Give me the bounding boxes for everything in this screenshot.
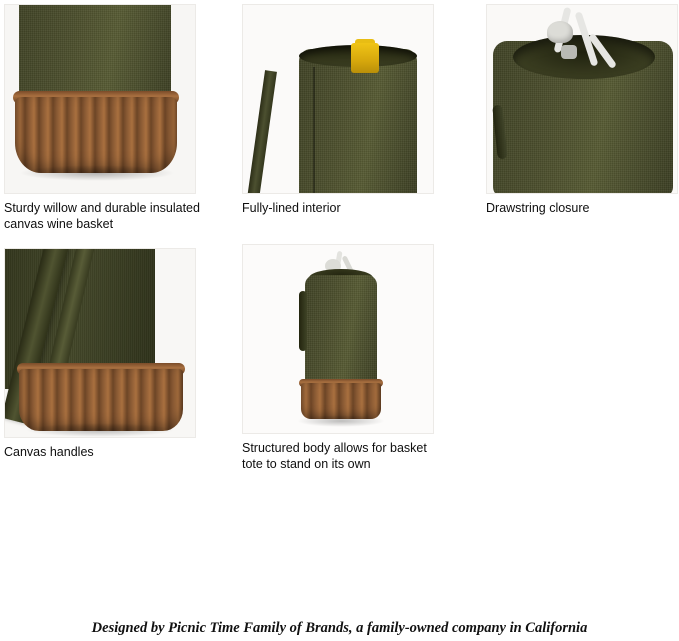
product-photo-drawstring-closure [486, 4, 678, 194]
feature-tile-3 [486, 4, 679, 217]
drop-shadow [297, 415, 385, 427]
willow-basket-base [19, 369, 183, 431]
feature-tile-2 [242, 4, 442, 217]
canvas-handle [299, 291, 307, 351]
canvas-body [305, 275, 377, 395]
bottle-cap [351, 43, 379, 73]
cord-toggle [561, 45, 577, 59]
feature-tile-4 [4, 248, 204, 461]
seam-line [313, 67, 315, 194]
footer-note: Designed by Picnic Time Family of Brands, a family-owned company in California [91, 620, 588, 636]
tile-1-caption: Sturdy willow and durable insulated canvas wine basket [4, 201, 200, 231]
willow-basket-base [301, 383, 381, 419]
drop-shadow [25, 423, 175, 437]
feature-tile-5 [242, 244, 442, 472]
tile-2-caption: Fully-lined interior [242, 201, 341, 215]
product-photo-canvas-handles [4, 248, 196, 438]
willow-basket-base [15, 97, 177, 173]
product-photo-basket-overview [4, 4, 196, 194]
tile-5-caption: Structured body allows for basket tote to stand on its own [242, 441, 427, 471]
product-photo-standing-tote [242, 244, 434, 434]
product-photo-lined-interior [242, 4, 434, 194]
feature-tile-1 [4, 4, 204, 232]
tile-3-caption: Drawstring closure [486, 201, 590, 215]
drop-shadow [19, 165, 175, 181]
drawstring-knot [547, 21, 573, 43]
tile-4-caption: Canvas handles [4, 445, 94, 459]
